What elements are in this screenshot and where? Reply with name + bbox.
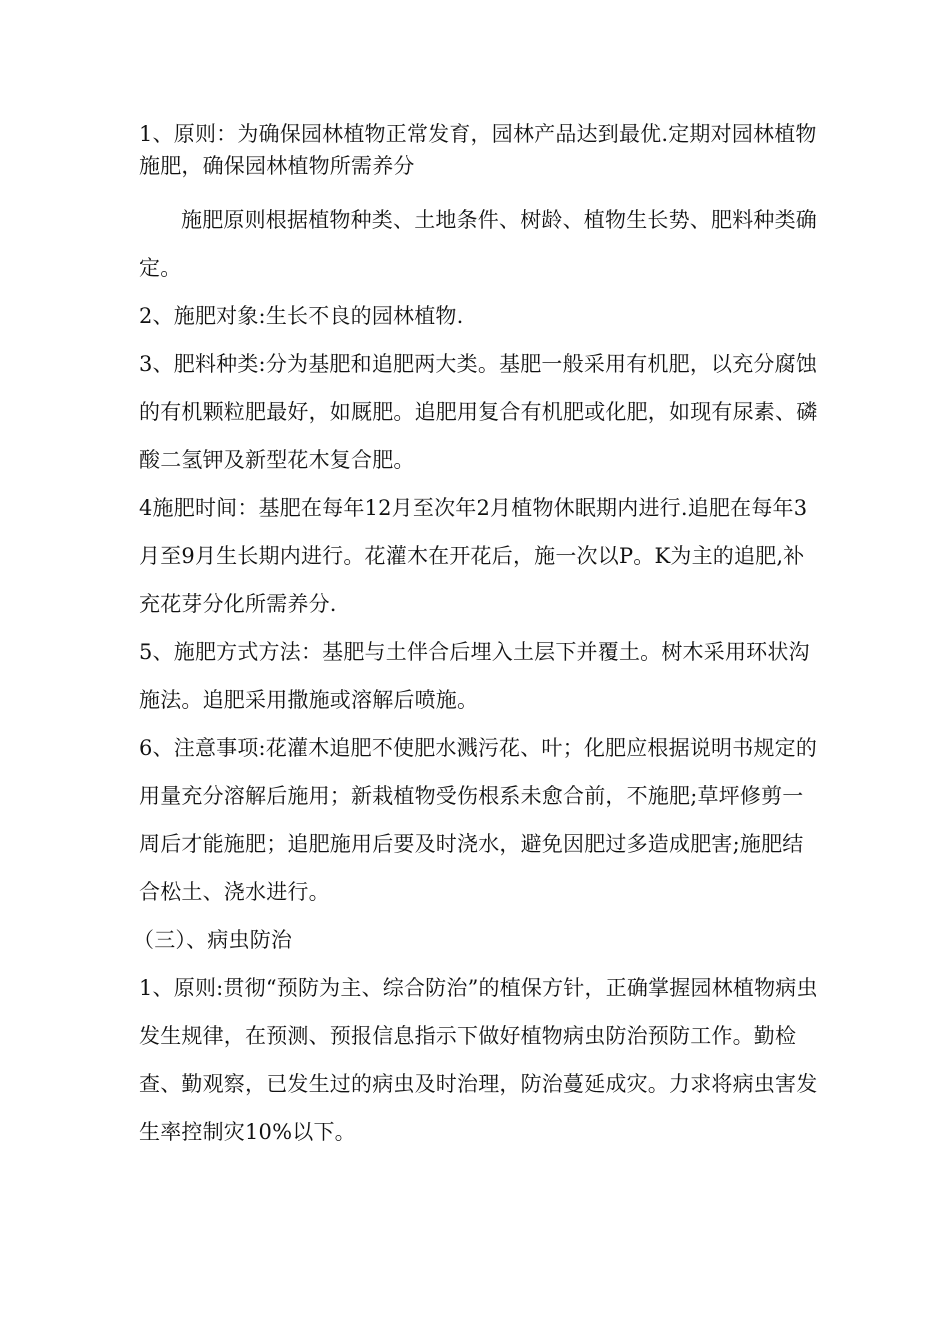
section-heading-pest-control: （三）、病虫防治 — [133, 928, 293, 952]
paragraph-fertilization-target: 2、施肥对象:生长不良的园林植物. — [139, 304, 464, 328]
paragraph-fertilization-basis: 施肥原则根据植物种类、土地条件、树龄、植物生长势、肥料种类确定。 — [139, 208, 817, 280]
paragraph-fertilization-principle: 1、原则：为确保园林植物正常发育，园林产品达到最优.定期对园林植物施肥，确保园林植物所需养分 — [139, 122, 817, 178]
paragraph-fertilization-time: 4施肥时间：基肥在每年12月至次年2月植物休眠期内进行.追肥在每年3月至9月生长期内进行。花灌木在开花后，施一次以P。K为主的追肥,补充花芽分化所需养分. — [139, 496, 808, 616]
paragraph-fertilizer-types: 3、肥料种类:分为基肥和追肥两大类。基肥一般采用有机肥，以充分腐蚀的有机颗粒肥最好，如厩肥。追肥用复合有机肥或化肥，如现有尿素、磷酸二氢钾及新型花木复合肥。 — [139, 352, 818, 472]
paragraph-precautions: 6、注意事项:花灌木追肥不使肥水溅污花、叶；化肥应根据说明书规定的用量充分溶解后施用；新栽植物受伤根系未愈合前，不施肥;草坪修剪一周后才能施肥；追肥施用后要及时浇水，避免因肥过多造成肥害;施肥结合松土、浇水进行。 — [139, 736, 818, 904]
paragraph-pest-control-principle: 1、原则:贯彻“预防为主、综合防治”的植保方针，正确掌握园林植物病虫发生规律，在预测、预报信息指示下做好植物病虫防治预防工作。勤检查、勤观察，已发生过的病虫及时治理，防治蔓延成灾。力求将病虫害发生率控制灾10%以下。 — [139, 976, 818, 1144]
document-body — [133, 118, 819, 1156]
paragraph-fertilization-method: 5、施肥方式方法：基肥与土伴合后埋入土层下并覆土。树木采用环状沟施法。追肥采用撒施或溶解后喷施。 — [139, 640, 810, 712]
